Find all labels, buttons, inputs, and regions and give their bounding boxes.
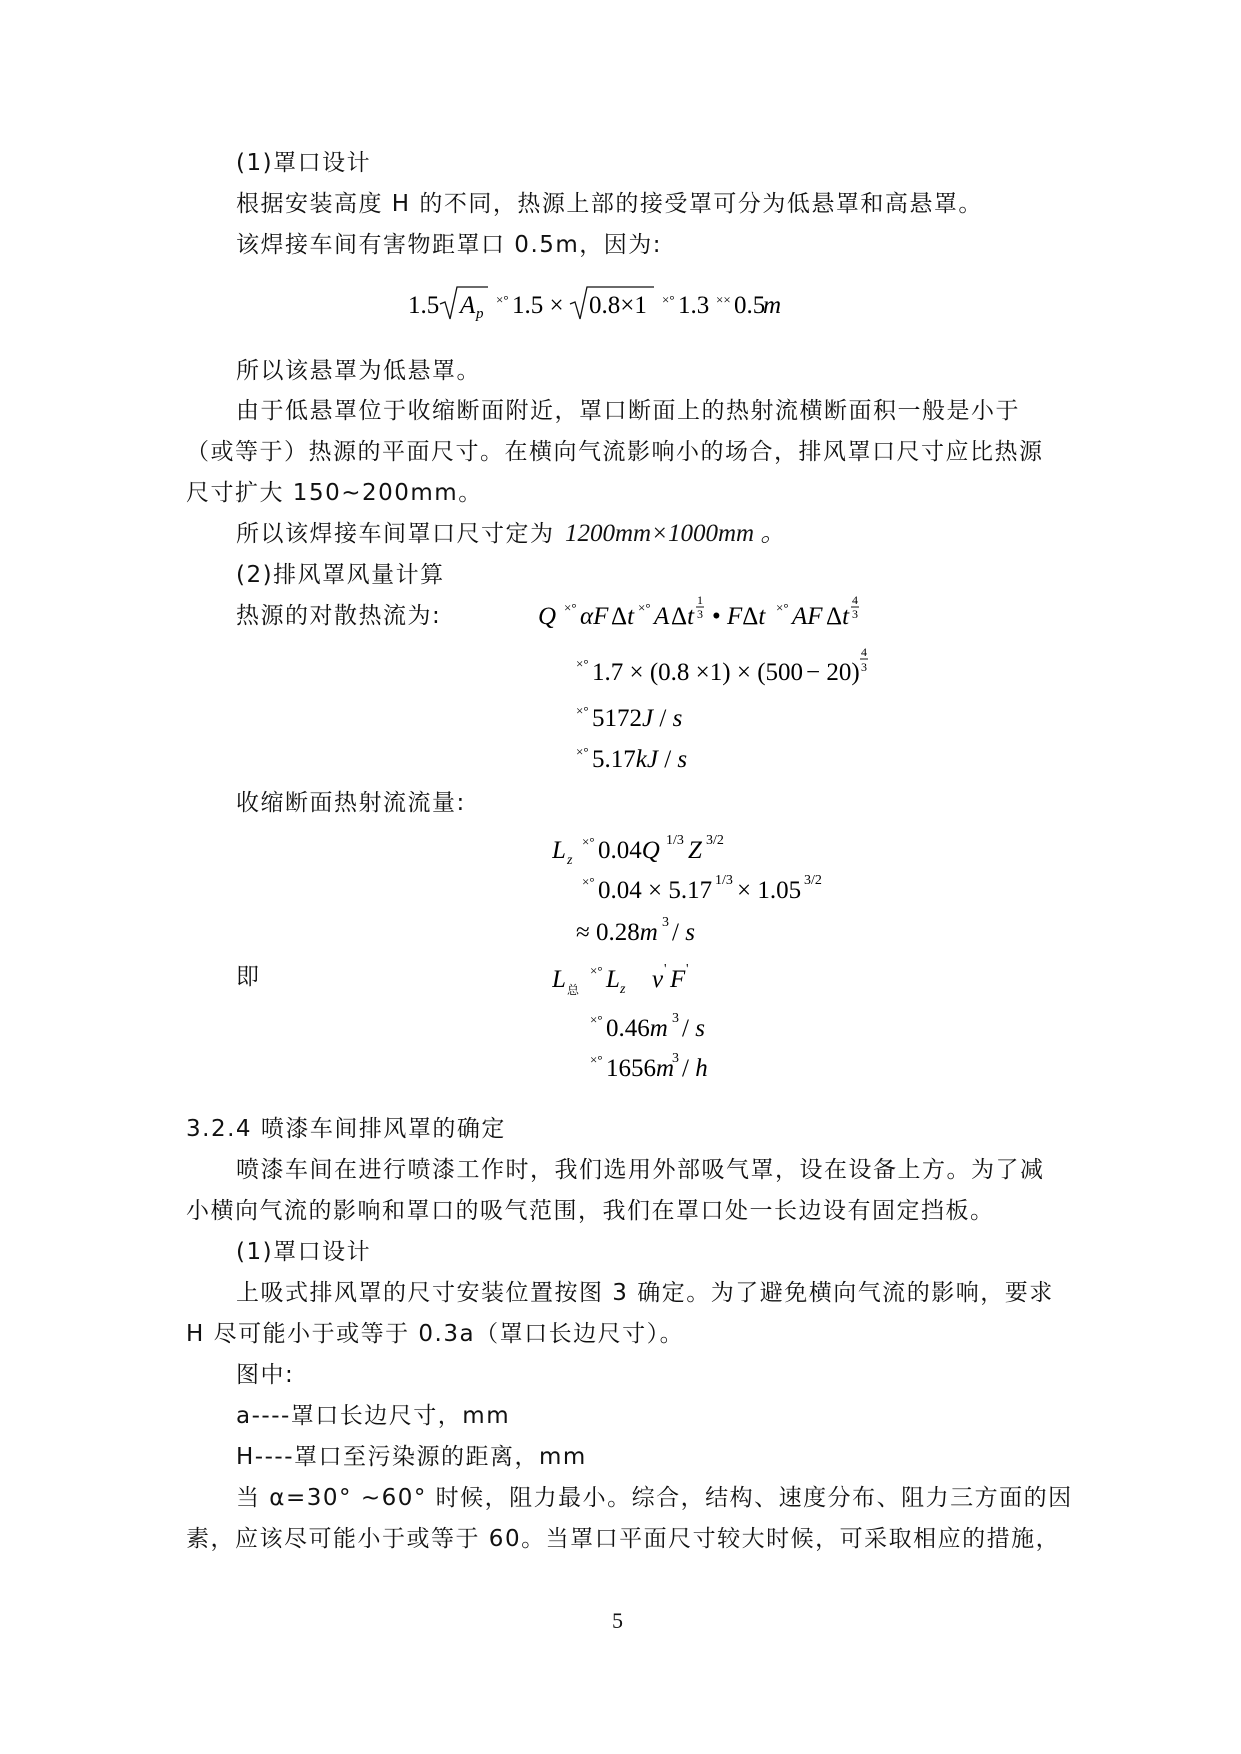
svg-text:3/2: 3/2 xyxy=(804,873,822,888)
svg-text:Δt: Δt xyxy=(826,603,850,630)
svg-text:z: z xyxy=(620,982,626,997)
svg-text:总: 总 xyxy=(567,983,580,997)
svg-text:5172J / s: 5172J / s xyxy=(592,705,683,732)
svg-text:': ' xyxy=(686,962,689,977)
paragraph-hood-types: 根据安装高度 H 的不同，热源上部的接受罩可分为低悬罩和高悬罩。 xyxy=(236,191,983,217)
svg-text:×°: ×° xyxy=(590,963,603,978)
formula-ltotal-line-2 xyxy=(590,1004,740,1049)
paragraph-low-hood-explain-1: 由于低悬罩位于收缩断面附近，罩口断面上的热射流横断面积一般是小于 xyxy=(236,398,1020,424)
svg-text:3: 3 xyxy=(662,915,669,930)
svg-text:/ s: / s xyxy=(682,1015,705,1042)
svg-text:/ s: / s xyxy=(672,919,695,946)
svg-text:A: A xyxy=(654,603,670,630)
paragraph-angle-2: 素，应该尽可能小于或等于 60。当罩口平面尺寸较大时候，可采取相应的措施， xyxy=(186,1526,1061,1552)
svg-text:': ' xyxy=(664,962,667,977)
svg-text:×°: ×° xyxy=(576,744,589,759)
svg-text:• FΔt: • FΔt xyxy=(712,603,766,630)
svg-text:1.5: 1.5 xyxy=(408,292,440,319)
svg-text:××: ×× xyxy=(716,292,731,307)
svg-text:1.3: 1.3 xyxy=(678,292,710,319)
svg-text:4: 4 xyxy=(861,645,867,659)
svg-text:1/3: 1/3 xyxy=(715,873,733,888)
paragraph-paint-hood-2: 小横向气流的影响和罩口的吸气范围，我们在罩口处一长边设有固定挡板。 xyxy=(186,1198,995,1224)
svg-text:Z: Z xyxy=(688,837,702,864)
svg-text:× 1.05: × 1.05 xyxy=(737,877,802,904)
svg-text:v: v xyxy=(652,966,664,993)
svg-text:0.8×1: 0.8×1 xyxy=(589,292,647,319)
formula-hood-check xyxy=(408,282,788,329)
formula-q-line-4 xyxy=(576,738,716,779)
label-figure-legend: 图中: xyxy=(236,1362,295,1388)
svg-text:×°: ×° xyxy=(582,874,595,889)
svg-text:1/3: 1/3 xyxy=(666,833,684,848)
label-contraction-flow: 收缩断面热射流流量: xyxy=(236,790,466,816)
svg-text:3: 3 xyxy=(672,1011,679,1026)
svg-text:Δt: Δt xyxy=(671,603,695,630)
svg-text:×°: ×° xyxy=(776,600,789,615)
paragraph-paint-hood-1: 喷漆车间在进行喷漆工作时，我们选用外部吸气罩，设在设备上方。为了减 xyxy=(236,1157,1045,1183)
paragraph-low-hood-explain-3: 尺寸扩大 150~200mm。 xyxy=(186,480,483,506)
svg-text:0.5: 0.5 xyxy=(734,292,766,319)
svg-text:×°: ×° xyxy=(582,834,595,849)
svg-text:3: 3 xyxy=(861,660,867,674)
svg-text:− 20): − 20) xyxy=(806,659,860,686)
paragraph-hood-size-text: 所以该焊接车间罩口尺寸定为 xyxy=(236,521,555,547)
svg-text:3: 3 xyxy=(697,607,703,621)
svg-text:4: 4 xyxy=(852,593,858,607)
formula-q-line-1 xyxy=(538,590,878,639)
svg-text:×°: ×° xyxy=(638,600,651,615)
label-total: 即 xyxy=(236,964,261,990)
svg-text:≈ 0.28m: ≈ 0.28m xyxy=(576,919,658,946)
svg-text:×°: ×° xyxy=(496,292,509,307)
svg-text:m: m xyxy=(763,292,782,319)
svg-text:Δt: Δt xyxy=(611,603,635,630)
svg-text:×°: ×° xyxy=(576,703,589,718)
svg-text:×°: ×° xyxy=(590,1012,603,1027)
svg-text:1.7 × (0.8 ×1) × (500: 1.7 × (0.8 ×1) × (500 xyxy=(592,659,804,686)
svg-text:3: 3 xyxy=(852,607,858,621)
svg-text:3/2: 3/2 xyxy=(706,833,724,848)
formula-q-line-3 xyxy=(576,697,716,738)
svg-text:1.5 ×: 1.5 × xyxy=(512,292,564,319)
svg-text:L: L xyxy=(606,966,620,993)
svg-text:AF: AF xyxy=(792,603,823,630)
formula-ltotal-line-3 xyxy=(590,1044,740,1089)
paragraph-hood-size-value: 1200mm×1000mm 。 xyxy=(565,520,786,547)
label-convective-heat: 热源的对散热流为: xyxy=(236,603,442,629)
svg-text:×°: ×° xyxy=(662,292,675,307)
svg-text:A: A xyxy=(460,292,476,319)
svg-text:1656m: 1656m xyxy=(606,1055,675,1082)
svg-text:0.04Q: 0.04Q xyxy=(598,837,660,864)
svg-text:3: 3 xyxy=(672,1051,679,1066)
formula-hood-check-svg xyxy=(408,282,788,324)
paragraph-low-hood-explain-2: （或等于）热源的平面尺寸。在横向气流影响小的场合，排风罩口尺寸应比热源 xyxy=(186,439,1044,465)
svg-text:5.17kJ / s: 5.17kJ / s xyxy=(592,746,688,773)
paragraph-distance: 该焊接车间有害物距罩口 0.5m，因为: xyxy=(236,232,663,258)
paragraph-upper-hood-2: H 尽可能小于或等于 0.3a（罩口长边尺寸）。 xyxy=(186,1321,685,1347)
formula-ltotal-line-1 xyxy=(552,955,752,1002)
paragraph-upper-hood-1: 上吸式排风罩的尺寸安装位置按图 3 确定。为了避免横向气流的影响，要求 xyxy=(236,1280,1054,1306)
svg-text:αF: αF xyxy=(580,603,609,630)
legend-item-h: H----罩口至污染源的距离，mm xyxy=(236,1444,587,1470)
paragraph-low-hood: 所以该悬罩为低悬罩。 xyxy=(236,358,481,384)
svg-text:L: L xyxy=(552,837,566,864)
svg-text:p: p xyxy=(476,306,484,322)
svg-text:0.04 × 5.17: 0.04 × 5.17 xyxy=(598,877,713,904)
paragraph-angle-1: 当 α=30° ~60° 时候，阻力最小。综合，结构、速度分布、阻力三方面的因 xyxy=(236,1485,1073,1511)
subheading-hood-design: (1)罩口设计 xyxy=(236,150,372,176)
svg-text:F: F xyxy=(670,966,686,993)
formula-lz-line-2 xyxy=(582,866,822,911)
formula-lz-line-1 xyxy=(552,826,782,871)
formula-lz-line-3 xyxy=(576,908,736,953)
svg-text:z: z xyxy=(567,853,573,866)
svg-text:×°: ×° xyxy=(590,1052,603,1067)
section-heading-3-2-4: 3.2.4 喷漆车间排风罩的确定 xyxy=(186,1116,506,1142)
svg-text:0.46m: 0.46m xyxy=(606,1015,668,1042)
svg-text:×°: ×° xyxy=(564,600,577,615)
svg-text:L: L xyxy=(552,966,566,993)
page-number: 5 xyxy=(612,1608,623,1633)
svg-text:/ h: / h xyxy=(682,1055,708,1082)
formula-q-line-2 xyxy=(576,640,876,693)
svg-text:Q: Q xyxy=(538,603,557,630)
legend-item-a: a----罩口长边尺寸，mm xyxy=(236,1403,511,1429)
subheading-hood-design-2: (1)罩口设计 xyxy=(236,1239,372,1265)
svg-text:×°: ×° xyxy=(576,656,589,671)
svg-text:1: 1 xyxy=(697,593,703,607)
subheading-airflow-calc: (2)排风罩风量计算 xyxy=(236,562,445,588)
